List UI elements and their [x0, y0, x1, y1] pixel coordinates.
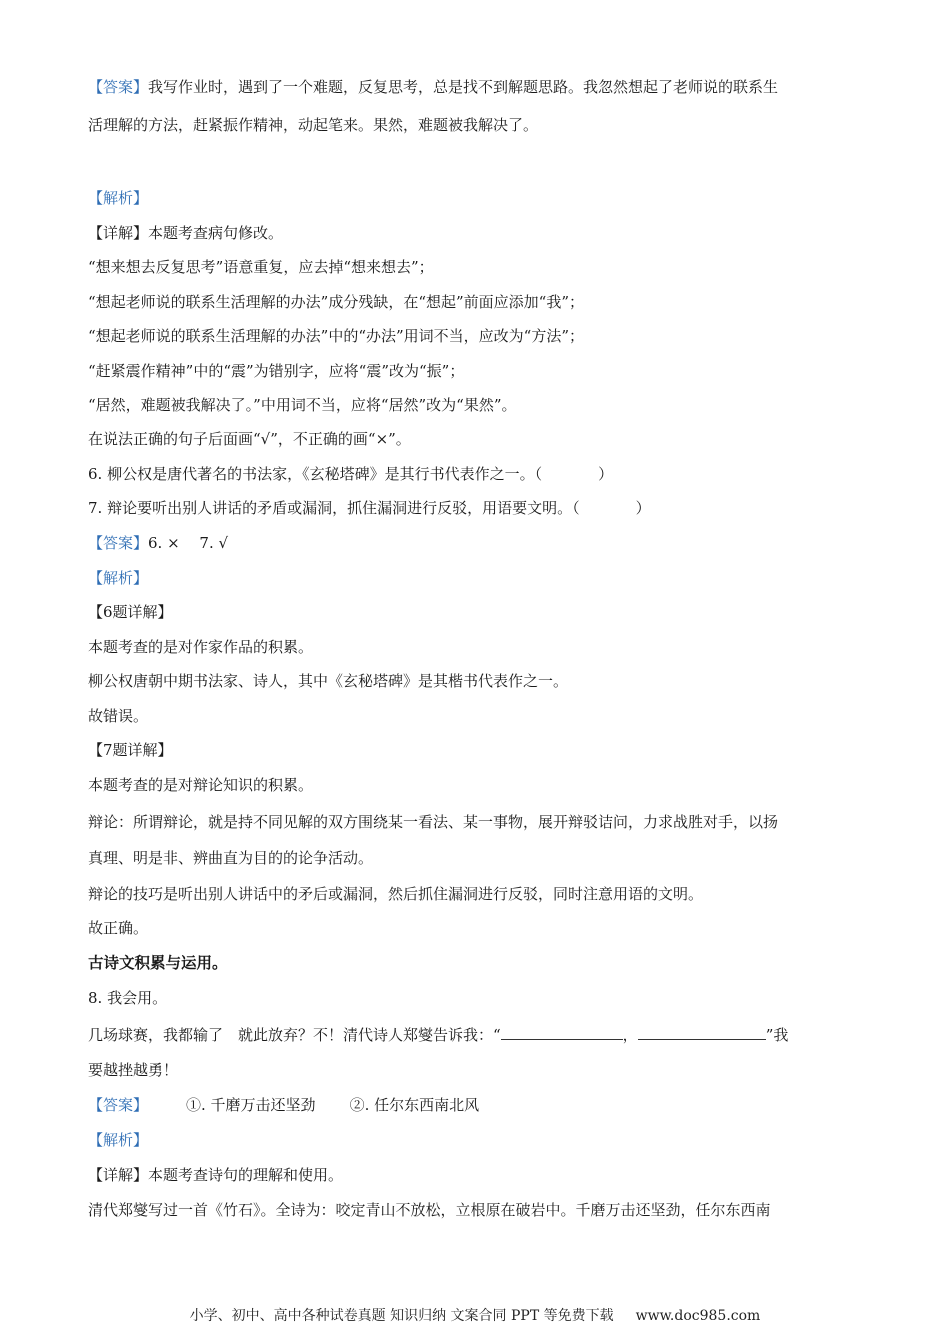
footer-text: 小学、初中、高中各种试卷真题 知识归纳 文案合同 PPT 等免费下载: [189, 1308, 614, 1324]
fill-blank-1[interactable]: [501, 1023, 623, 1040]
detail-line-1: “想来想去反复思考”语意重复，应去掉“想来想去”；: [88, 258, 434, 276]
answer-8-1: ①. 千磨万击还坚劲: [186, 1096, 316, 1114]
footer-site-link[interactable]: www.doc985.com: [635, 1308, 761, 1324]
answer-text-cont: 活理解的方法，赶紧振作精神，动起笔来。果然，难题被我解决了。: [88, 116, 539, 134]
answer-line: [88, 76, 778, 98]
detail-line-4: “赶紧震作精神”中的“震”为错别字，应将“震”改为“振”；: [88, 362, 465, 380]
detail-6-title: 【6题详解】: [88, 603, 173, 621]
answer-tag: 【答案】: [88, 1096, 149, 1114]
answer-6-7: 6. × 7. √: [148, 534, 229, 552]
detail-7-line-1: 本题考查的是对辩论知识的积累。: [88, 776, 314, 794]
detail-line-3: “想起老师说的联系生活理解的办法”中的“办法”用词不当，应改为“方法”；: [88, 327, 585, 345]
answer-tag: 【答案】: [88, 534, 149, 552]
section-heading: 古诗文积累与运用。: [88, 954, 228, 972]
detail-8-line: 清代郑燮写过一首《竹石》。全诗为：咬定青山不放松，立根原在破岩中。千磨万击还坚劲，任尔东西南: [88, 1201, 771, 1219]
detail-8-title: 【详解】本题考查诗句的理解和使用。: [88, 1166, 344, 1184]
detail-6-line-3: 故错误。: [88, 707, 149, 725]
page-footer: [0, 1305, 950, 1325]
answer-text: 我写作业时，遇到了一个难题，反复思考，总是找不到解题思路。我忽然想起了老师说的联系生: [148, 78, 779, 96]
question-8-comma: ，: [622, 1026, 638, 1044]
question-6-text: 6. 柳公权是唐代著名的书法家，《玄秘塔碑》是其行书代表作之一。（: [88, 465, 543, 483]
question-6-paren: ）: [598, 465, 614, 483]
answer-line-8: [88, 1094, 479, 1116]
detail-7-line-2: 辩论：所谓辩论，就是持不同见解的双方围绕某一看法、某一事物，展开辩驳诘问，力求战胜对手，以扬: [88, 813, 779, 831]
detail-6-line-1: 本题考查的是对作家作品的积累。: [88, 638, 314, 656]
fill-blank-2[interactable]: [638, 1023, 766, 1040]
answer-line-6-7: [88, 532, 228, 554]
detail-title: 【详解】本题考查病句修改。: [88, 224, 284, 242]
detail-line-5: “居然，难题被我解决了。”中用词不当，应将“居然”改为“果然”。: [88, 396, 517, 414]
detail-7-line-5: 故正确。: [88, 919, 149, 937]
analysis-tag: 【解析】: [88, 1131, 149, 1149]
question-8-text-cont: 要越挫越勇！: [88, 1061, 179, 1079]
answer-8-2: ②. 任尔东西南北风: [349, 1096, 480, 1114]
detail-6-line-2: 柳公权唐朝中期书法家、诗人，其中《玄秘塔碑》是其楷书代表作之一。: [88, 672, 569, 690]
detail-7-line-3: 真理、明是非、辨曲直为目的的论争活动。: [88, 849, 374, 867]
question-8: 8. 我会用。: [88, 989, 168, 1007]
detail-7-title: 【7题详解】: [88, 741, 173, 759]
analysis-tag: 【解析】: [88, 569, 149, 587]
question-8-text: [88, 1023, 788, 1046]
question-7: [88, 497, 651, 519]
instruction-text: 在说法正确的句子后面画“√”，不正确的画“×”。: [88, 430, 411, 448]
analysis-tag: 【解析】: [88, 189, 149, 207]
question-6: [88, 463, 613, 485]
detail-line-2: “想起老师说的联系生活理解的办法”成分残缺，在“想起”前面应添加“我”；: [88, 293, 585, 311]
question-7-paren: ）: [635, 499, 651, 517]
question-7-text: 7. 辩论要听出别人讲话的矛盾或漏洞，抓住漏洞进行反驳，用语要文明。（: [88, 499, 580, 517]
detail-7-line-4: 辩论的技巧是听出别人讲话中的矛后或漏洞，然后抓住漏洞进行反驳，同时注意用语的文明。: [88, 885, 704, 903]
answer-tag: 【答案】: [88, 78, 149, 96]
question-8-text-b: ”我: [765, 1026, 789, 1044]
question-8-text-a: 几场球赛，我都输了 就此放弃？不！清代诗人郑燮告诉我：“: [88, 1026, 501, 1044]
